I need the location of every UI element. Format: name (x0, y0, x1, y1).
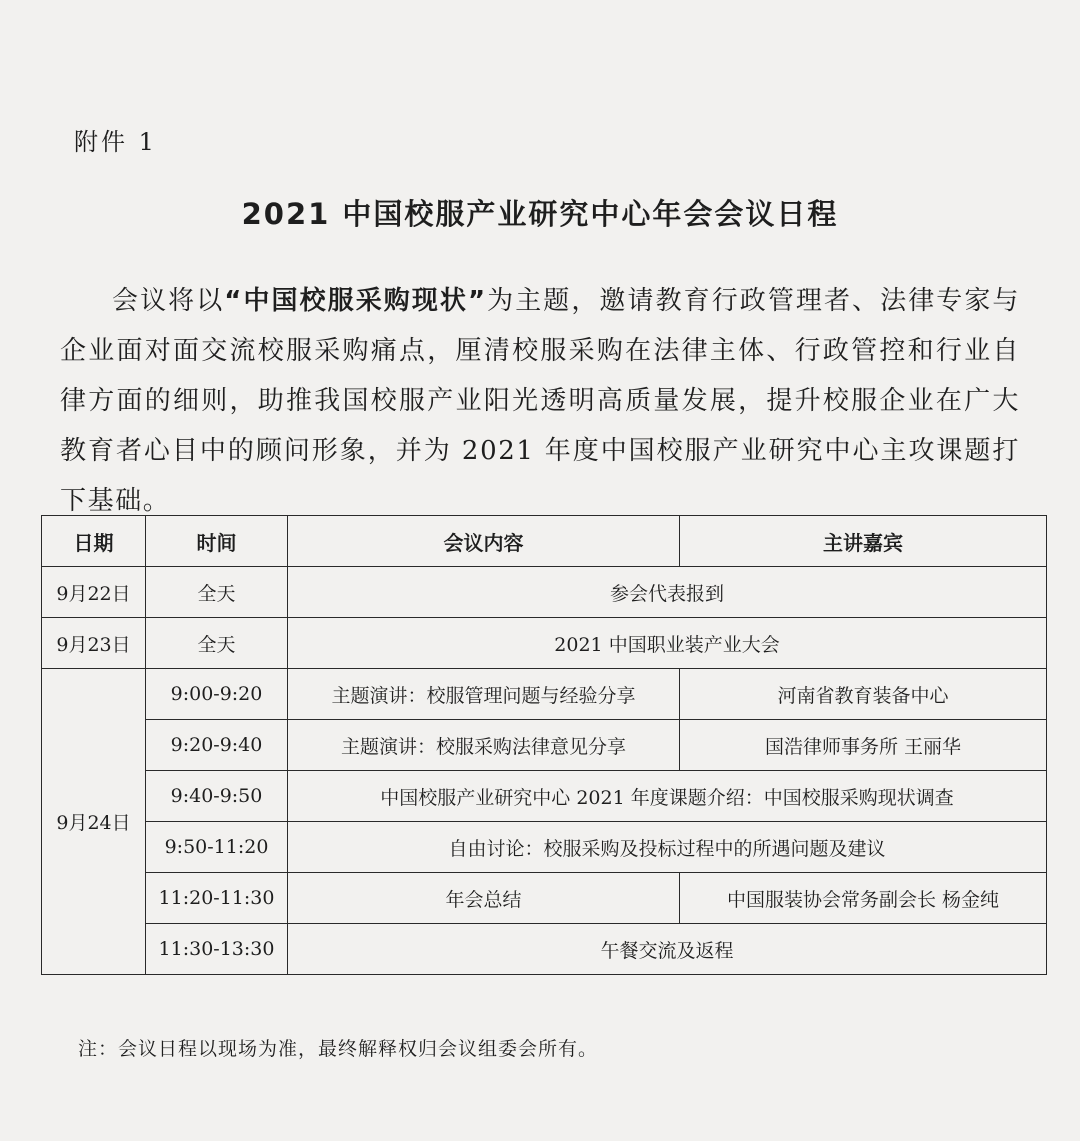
page-title: 2021 中国校服产业研究中心年会会议日程 (241, 197, 839, 231)
time-cell: 11:20-11:30 (146, 873, 288, 924)
table-row (42, 567, 1047, 618)
content-cell: 午餐交流及返程 (288, 924, 1047, 975)
time-cell: 9:50-11:20 (146, 822, 288, 873)
date-cell: 9月24日 (42, 669, 146, 975)
content-cell: 2021 中国职业装产业大会 (288, 618, 1047, 669)
table-row (42, 822, 1047, 873)
content-cell: 中国校服产业研究中心 2021 年度课题介绍：中国校服采购现状调查 (288, 771, 1047, 822)
time-cell: 9:20-9:40 (146, 720, 288, 771)
time-cell: 全天 (146, 618, 288, 669)
date-cell: 9月23日 (42, 618, 146, 669)
speaker-cell: 国浩律师事务所 王丽华 (680, 720, 1047, 771)
header-content: 会议内容 (288, 516, 680, 567)
time-cell: 全天 (146, 567, 288, 618)
header-date: 日期 (42, 516, 146, 567)
content-cell: 年会总结 (288, 873, 680, 924)
table-row (42, 771, 1047, 822)
table-header-row (42, 516, 1047, 567)
attachment-label: 附件 1 (74, 128, 157, 156)
intro-text-rest: 为主题，邀请教育行政管理者、法律专家与企业面对面交流校服采购痛点，厘清校服采购在法律主体、行政管控和行业自律方面的细则，助推我国校服产业阳光透明高质量发展，提升校服企业在广大教育者心目中的顾问形象，并为 2021 年度中国校服产业研究中心主攻课题打下基础。 (60, 286, 1020, 516)
date-cell: 9月22日 (42, 567, 146, 618)
table-row (42, 924, 1047, 975)
content-cell: 主题演讲：校服采购法律意见分享 (288, 720, 680, 771)
time-cell: 9:40-9:50 (146, 771, 288, 822)
table-row (42, 669, 1047, 720)
header-time: 时间 (146, 516, 288, 567)
intro-theme: “中国校服采购现状” (224, 286, 487, 316)
footnote: 注：会议日程以现场为准，最终解释权归会议组委会所有。 (78, 1038, 599, 1060)
intro-paragraph (60, 276, 1020, 526)
time-cell: 11:30-13:30 (146, 924, 288, 975)
speaker-cell: 中国服装协会常务副会长 杨金纯 (680, 873, 1047, 924)
time-cell: 9:00-9:20 (146, 669, 288, 720)
content-cell: 参会代表报到 (288, 567, 1047, 618)
content-cell: 主题演讲：校服管理问题与经验分享 (288, 669, 680, 720)
schedule-table (41, 515, 1047, 975)
table-row (42, 618, 1047, 669)
speaker-cell: 河南省教育装备中心 (680, 669, 1047, 720)
intro-text-start: 会议将以 (112, 286, 225, 316)
table-row (42, 720, 1047, 771)
table-row (42, 873, 1047, 924)
content-cell: 自由讨论：校服采购及投标过程中的所遇问题及建议 (288, 822, 1047, 873)
header-speaker: 主讲嘉宾 (680, 516, 1047, 567)
